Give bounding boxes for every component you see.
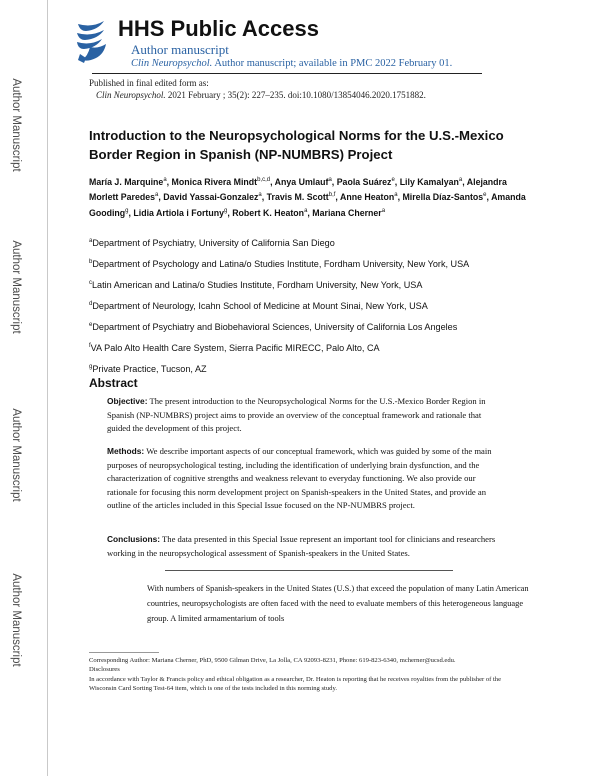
affiliation-item: $^a$Department of Psychiatry, University of California San Diego [89, 238, 335, 249]
affiliation-item: $^e$Department of Psychiatry and Biobehavioral Sciences, University of California Los Angeles [89, 322, 458, 333]
author-list [89, 174, 529, 220]
journal-name[interactable]: Clin Neuropsychol. [131, 58, 213, 69]
footnotes [89, 656, 519, 694]
disclosures-text: In accordance with Taylor & Francis policy and ethical obligation as a researcher, Dr. Heaton is reporting that he receives royalties from the publisher of the Wisconsin Card Sorting Test-64 item, which is one of the tests included in this norming study. [89, 675, 502, 693]
author-name[interactable]: Robert K. Heaton$^a$, [232, 207, 313, 218]
abstract-heading: Abstract [89, 376, 138, 390]
author-name[interactable]: Mirella Díaz-Santos$^e$, [402, 192, 492, 203]
abstract-divider [165, 570, 453, 571]
article-title: Introduction to the Neuropsychological Norms for the U.S.-Mexico Border Region in Spanish (NP-NUMBRS) Project [89, 128, 504, 162]
sidebar-divider [47, 0, 48, 776]
published-label: Published in final edited form as: [89, 78, 209, 88]
author-name[interactable]: David Yassai-Gonzalez$^a$, [163, 192, 267, 203]
objective-text: The present introduction to the Neuropsychological Norms for the U.S.-Mexico Border Region in Spanish (NP-NUMBRS) project aims to provide an overview of the conceptual framework and rationale that guided the development of this project. [107, 396, 486, 433]
sidebar-label: Author Manuscript [10, 240, 22, 334]
author-name[interactable]: Mariana Cherner$^a$ [312, 207, 386, 218]
sidebar-label: Author Manuscript [10, 573, 22, 667]
affiliation-item: $^f$VA Palo Alto Health Care System, Sierra Pacific MIRECC, Palo Alto, CA [89, 343, 380, 354]
author-name[interactable]: Alejandra Morlett Paredes$^a$, [89, 176, 507, 203]
corresponding-author-note: Corresponding Author: Mariana Cherner, PhD, 9500 Gilman Drive, La Jolla, CA 92093-8231, Phone: 619-823-6340, mcherner@ucsd.edu. [89, 657, 456, 664]
author-name[interactable]: Amanda Gooding$^g$, [89, 192, 526, 218]
affiliation-item: $^d$Department of Neurology, Icahn School of Medicine at Mount Sinai, New York, USA [89, 301, 428, 312]
sidebar-label: Author Manuscript [10, 78, 22, 172]
methods-label: Methods: [107, 446, 145, 456]
hhs-public-access-title: HHS Public Access [118, 16, 319, 41]
methods-text: We describe important aspects of our conceptual framework, which was guided by some of the main purposes of neuropsychological testing, including the identification of underlying brain dysfunction, and the characterization of cognitive strengths and weakness relevant to everyday functioning. We also provide our rationale for focusing this norm development project on Spanish-speakers in the United States, and provide an outline of the articles included in this Special Issue focused on the NP-NUMBRS project. [107, 446, 492, 510]
author-name[interactable]: Travis M. Scott$^{b,f}$, [266, 192, 340, 203]
author-name[interactable]: Paola Suárez$^e$, [336, 176, 400, 187]
header-divider [92, 73, 482, 74]
author-name[interactable]: Anya Umlauf$^a$, [274, 176, 337, 187]
body-paragraph: With numbers of Spanish-speakers in the United States (U.S.) that exceed the population of many Latin American countries, neuropsychologists are often faced with the need to evaluate members of this heterogeneous language group. A limited armamentarium of tools [147, 584, 529, 623]
footnote-divider [89, 652, 159, 653]
disclosures-label: Disclosures [89, 666, 120, 674]
conclusions-text: The data presented in this Special Issue represent an important tool for clinicians and researchers working in the neuropsychological assessment of Spanish-speakers in the United States. [107, 534, 496, 558]
hhs-eagle-logo-icon [74, 18, 114, 64]
sidebar-label: Author Manuscript [10, 408, 22, 502]
author-manuscript-label: Author manuscript [131, 42, 229, 57]
author-name[interactable]: Anne Heaton$^a$, [339, 192, 403, 203]
conclusions-label: Conclusions: [107, 534, 161, 544]
affiliation-list [89, 235, 559, 382]
affiliation-item: $^c$Latin American and Latina/o Studies Institute, Fordham University, New York, USA [89, 280, 423, 291]
author-name[interactable]: María J. Marquine$^a$, [89, 176, 172, 187]
affiliation-item: $^g$Private Practice, Tucson, AZ [89, 364, 207, 375]
author-name[interactable]: Lidia Artiola i Fortuny$^g$, [133, 207, 233, 218]
affiliation-item: $^b$Department of Psychology and Latina/o Studies Institute, Fordham University, New York, USA [89, 259, 470, 270]
author-name[interactable]: Monica Rivera Mindt$^{b,c,d}$, [171, 176, 275, 187]
abstract-objective [107, 395, 499, 436]
journal-availability: Clin Neuropsychol. Author manuscript; available in PMC 2022 February 01. [131, 58, 453, 69]
abstract-conclusions [107, 533, 499, 560]
citation-line: Clin Neuropsychol. 2021 February ; 35(2): 227–235. doi:10.1080/13854046.2020.1751882. [96, 90, 426, 100]
objective-label: Objective: [107, 396, 148, 406]
abstract-methods [107, 445, 499, 513]
author-name[interactable]: Lily Kamalyan$^a$, [399, 176, 467, 187]
